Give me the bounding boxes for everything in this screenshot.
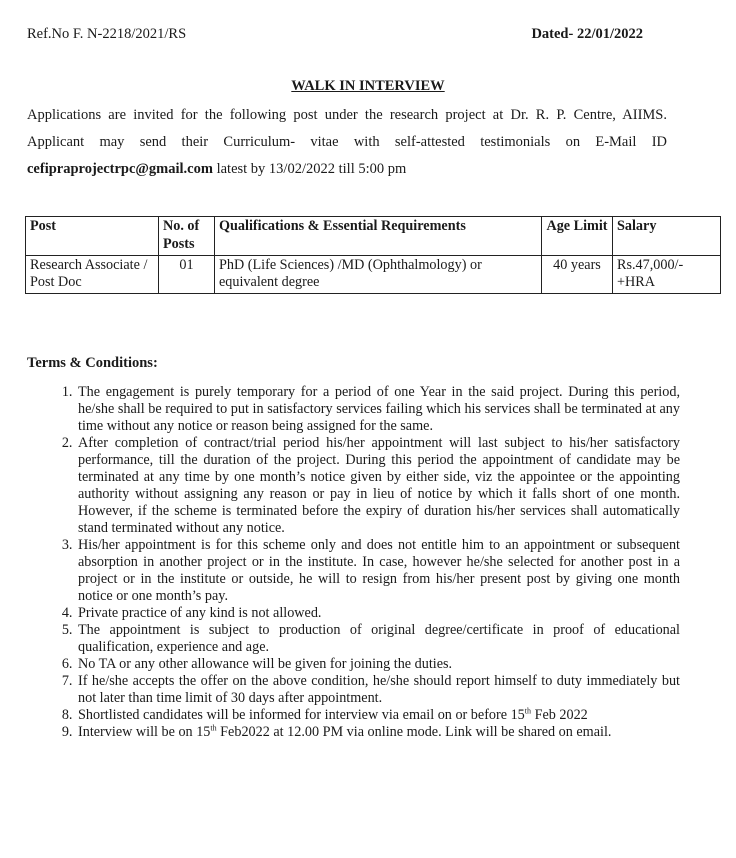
cell-no-of-posts: 01	[159, 255, 215, 294]
term-item: 4. Private practice of any kind is not allowed.	[76, 605, 680, 622]
header-post: Post	[26, 217, 159, 256]
table-row	[26, 255, 721, 294]
terms-list	[46, 384, 680, 741]
page-title: WALK IN INTERVIEW	[291, 78, 445, 94]
cell-salary: Rs.47,000/- +HRA	[613, 255, 721, 294]
term-item: 2. After completion of contract/trial period his/her appointment will last subject to his/her satisfactory performance, till the duration of the project. During this period the appointment of candidate may be terminated at any time by one month’s notice given by either side, viz the appointee or the appointing authority without assigning any reason or pay in lieu of notice by which it falls short of one month. However, if the scheme is terminated before the expiry of duration his/her services shall automatically stand terminated without any notice.	[76, 435, 680, 537]
intro-paragraph	[27, 102, 667, 183]
term-item: 3. His/her appointment is for this scheme only and does not entitle him to an appointment or subsequent absorption in another project or in the institute. In case, however he/she selected for another post in a project or in the institute or outside, he will to resign from his/her present post by giving one month notice or one month’s pay.	[76, 537, 680, 605]
ordinal-suffix: th	[524, 706, 532, 716]
intro-deadline: latest by 13/02/2022 till 5:00 pm	[216, 161, 407, 177]
intro-text: Applications are invited for the following post under the research project at Dr. R. P. Centre, AIIMS. Applicant may send their Curriculum- vitae with self-attested testimonials on E-Mail ID	[27, 107, 667, 150]
term-text: Feb2022 at 12.00 PM via online mode. Link will be shared on email.	[216, 724, 612, 740]
term-item: 5. The appointment is subject to production of original degree/certificate in proof of educational qualification, experience and age.	[76, 622, 680, 656]
header-age-limit: Age Limit	[542, 217, 613, 256]
post-table	[25, 216, 721, 294]
contact-email: cefipraprojectrpc@gmail.com	[27, 161, 213, 177]
reference-number: Ref.No F. N-2218/2021/RS	[27, 26, 187, 42]
term-item: 7. If he/she accepts the offer on the above condition, he/she should report himself to duty immediately but not later than time limit of 30 days after appointment.	[76, 673, 680, 707]
terms-heading: Terms & Conditions:	[27, 355, 158, 371]
term-text: Shortlisted candidates will be informed for interview via email on or before 15	[78, 707, 525, 723]
date-line: Dated- 22/01/2022	[531, 26, 643, 42]
header-salary: Salary	[613, 217, 721, 256]
cell-post: Research Associate / Post Doc	[26, 255, 159, 294]
term-text: Interview will be on 15	[78, 724, 211, 740]
header-no-of-posts: No. of Posts	[159, 217, 215, 256]
term-item	[76, 724, 680, 741]
table-header-row	[26, 217, 721, 256]
cell-qualifications: PhD (Life Sciences) /MD (Ophthalmology) or equivalent degree	[215, 255, 542, 294]
header-qualifications: Qualifications & Essential Requirements	[215, 217, 542, 256]
term-item: 6. No TA or any other allowance will be given for joining the duties.	[76, 656, 680, 673]
cell-age-limit: 40 years	[542, 255, 613, 294]
term-item	[76, 707, 680, 724]
term-text: Feb 2022	[531, 707, 588, 723]
term-item: 1. The engagement is purely temporary for a period of one Year in the said project. During this period, he/she shall be required to put in satisfactory services failing which his services shall be terminated at any time without any notice or reason being assigned for the same.	[76, 384, 680, 435]
ordinal-suffix: th	[210, 723, 217, 733]
